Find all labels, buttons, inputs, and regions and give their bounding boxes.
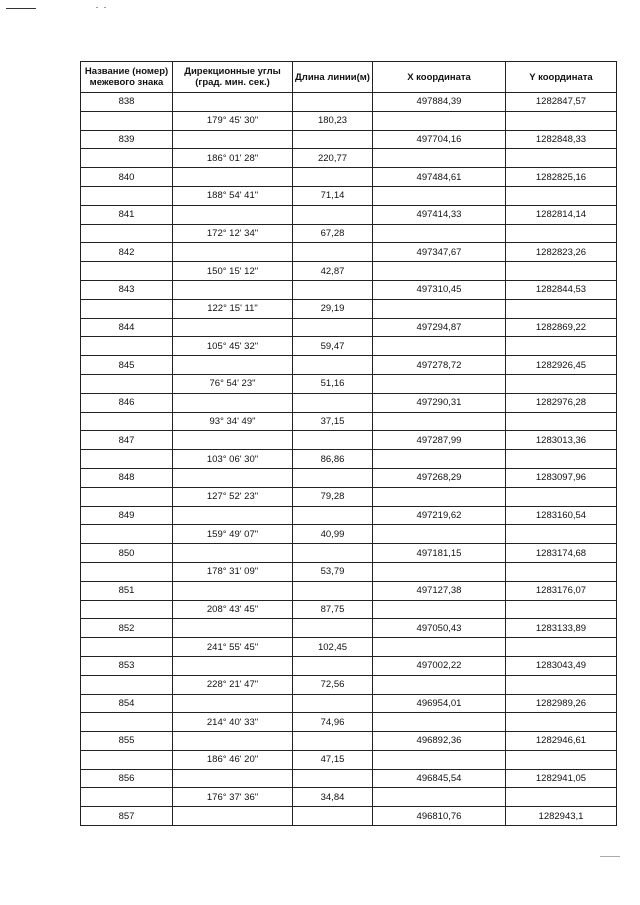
x-coordinate: 497484,61 bbox=[373, 168, 506, 187]
line-length: 47,15 bbox=[293, 750, 373, 769]
y-coordinate: 1283174,68 bbox=[506, 544, 617, 563]
line-length: 42,87 bbox=[293, 262, 373, 281]
table-row bbox=[81, 468, 617, 487]
scan-mark bbox=[6, 8, 36, 9]
x-coordinate: 496845,54 bbox=[373, 769, 506, 788]
table-row bbox=[81, 262, 617, 281]
header-name: Название (номер) межевого знака bbox=[81, 62, 173, 93]
empty-cell bbox=[81, 262, 173, 281]
header-angle: Дирекционные углы (град. мин. сек.) bbox=[173, 62, 293, 93]
x-coordinate: 497287,99 bbox=[373, 431, 506, 450]
line-length: 67,28 bbox=[293, 224, 373, 243]
empty-cell bbox=[173, 581, 293, 600]
x-coordinate: 497310,45 bbox=[373, 280, 506, 299]
table-row bbox=[81, 356, 617, 375]
y-coordinate: 1282941,05 bbox=[506, 769, 617, 788]
point-name: 848 bbox=[81, 468, 173, 487]
empty-cell bbox=[81, 111, 173, 130]
empty-cell bbox=[173, 656, 293, 675]
direction-angle: 127° 52' 23" bbox=[173, 487, 293, 506]
empty-cell bbox=[173, 280, 293, 299]
empty-cell bbox=[373, 337, 506, 356]
table-row bbox=[81, 694, 617, 713]
empty-cell bbox=[506, 299, 617, 318]
x-coordinate: 497181,15 bbox=[373, 544, 506, 563]
empty-cell bbox=[173, 694, 293, 713]
empty-cell bbox=[373, 450, 506, 469]
direction-angle: 241° 55' 45" bbox=[173, 638, 293, 657]
empty-cell bbox=[293, 807, 373, 826]
empty-cell bbox=[81, 675, 173, 694]
empty-cell bbox=[373, 525, 506, 544]
empty-cell bbox=[373, 638, 506, 657]
table-row bbox=[81, 374, 617, 393]
line-length: 74,96 bbox=[293, 713, 373, 732]
empty-cell bbox=[173, 205, 293, 224]
table-row bbox=[81, 581, 617, 600]
empty-cell bbox=[173, 130, 293, 149]
direction-angle: 150° 15' 12" bbox=[173, 262, 293, 281]
empty-cell bbox=[173, 431, 293, 450]
empty-cell bbox=[506, 186, 617, 205]
empty-cell bbox=[81, 788, 173, 807]
direction-angle: 176° 37' 36" bbox=[173, 788, 293, 807]
empty-cell bbox=[293, 581, 373, 600]
direction-angle: 179° 45' 30" bbox=[173, 111, 293, 130]
empty-cell bbox=[293, 93, 373, 112]
table-row bbox=[81, 224, 617, 243]
header-y: Y координата bbox=[506, 62, 617, 93]
y-coordinate: 1283013,36 bbox=[506, 431, 617, 450]
empty-cell bbox=[373, 149, 506, 168]
table-row bbox=[81, 205, 617, 224]
direction-angle: 186° 01' 28" bbox=[173, 149, 293, 168]
y-coordinate: 1282976,28 bbox=[506, 393, 617, 412]
empty-cell bbox=[506, 224, 617, 243]
empty-cell bbox=[373, 713, 506, 732]
line-length: 29,19 bbox=[293, 299, 373, 318]
empty-cell bbox=[506, 111, 617, 130]
empty-cell bbox=[506, 638, 617, 657]
line-length: 180,23 bbox=[293, 111, 373, 130]
point-name: 851 bbox=[81, 581, 173, 600]
empty-cell bbox=[293, 356, 373, 375]
table-row bbox=[81, 750, 617, 769]
x-coordinate: 496954,01 bbox=[373, 694, 506, 713]
empty-cell bbox=[293, 468, 373, 487]
table-header bbox=[81, 62, 617, 93]
line-length: 51,16 bbox=[293, 374, 373, 393]
x-coordinate: 497884,39 bbox=[373, 93, 506, 112]
table-row bbox=[81, 525, 617, 544]
empty-cell bbox=[506, 788, 617, 807]
empty-cell bbox=[81, 412, 173, 431]
empty-cell bbox=[373, 412, 506, 431]
empty-cell bbox=[506, 412, 617, 431]
y-coordinate: 1283133,89 bbox=[506, 619, 617, 638]
empty-cell bbox=[293, 130, 373, 149]
empty-cell bbox=[173, 318, 293, 337]
line-length: 220,77 bbox=[293, 149, 373, 168]
table-row bbox=[81, 431, 617, 450]
point-name: 842 bbox=[81, 243, 173, 262]
table-row bbox=[81, 562, 617, 581]
x-coordinate: 497268,29 bbox=[373, 468, 506, 487]
x-coordinate: 497347,67 bbox=[373, 243, 506, 262]
point-name: 845 bbox=[81, 356, 173, 375]
empty-cell bbox=[293, 168, 373, 187]
empty-cell bbox=[81, 337, 173, 356]
y-coordinate: 1282989,26 bbox=[506, 694, 617, 713]
point-name: 838 bbox=[81, 93, 173, 112]
header-x: X координата bbox=[373, 62, 506, 93]
empty-cell bbox=[173, 468, 293, 487]
x-coordinate: 497002,22 bbox=[373, 656, 506, 675]
empty-cell bbox=[373, 562, 506, 581]
empty-cell bbox=[173, 732, 293, 751]
table-row bbox=[81, 544, 617, 563]
point-name: 853 bbox=[81, 656, 173, 675]
empty-cell bbox=[173, 93, 293, 112]
line-length: 87,75 bbox=[293, 600, 373, 619]
empty-cell bbox=[293, 619, 373, 638]
direction-angle: 208° 43' 45" bbox=[173, 600, 293, 619]
direction-angle: 122° 15' 11" bbox=[173, 299, 293, 318]
point-name: 850 bbox=[81, 544, 173, 563]
line-length: 102,45 bbox=[293, 638, 373, 657]
empty-cell bbox=[81, 713, 173, 732]
x-coordinate: 497414,33 bbox=[373, 205, 506, 224]
line-length: 34,84 bbox=[293, 788, 373, 807]
table-row bbox=[81, 111, 617, 130]
empty-cell bbox=[293, 280, 373, 299]
y-coordinate: 1283043,49 bbox=[506, 656, 617, 675]
scan-dot bbox=[96, 7, 98, 8]
x-coordinate: 497219,62 bbox=[373, 506, 506, 525]
point-name: 844 bbox=[81, 318, 173, 337]
empty-cell bbox=[173, 619, 293, 638]
y-coordinate: 1282943,1 bbox=[506, 807, 617, 826]
scan-dot bbox=[104, 7, 106, 8]
x-coordinate: 497294,87 bbox=[373, 318, 506, 337]
direction-angle: 103° 06' 30" bbox=[173, 450, 293, 469]
table-row bbox=[81, 93, 617, 112]
table-row bbox=[81, 506, 617, 525]
x-coordinate: 496810,76 bbox=[373, 807, 506, 826]
point-name: 840 bbox=[81, 168, 173, 187]
empty-cell bbox=[173, 506, 293, 525]
table-row bbox=[81, 487, 617, 506]
point-name: 856 bbox=[81, 769, 173, 788]
table-row bbox=[81, 299, 617, 318]
empty-cell bbox=[373, 788, 506, 807]
y-coordinate: 1282946,61 bbox=[506, 732, 617, 751]
empty-cell bbox=[81, 224, 173, 243]
empty-cell bbox=[293, 656, 373, 675]
empty-cell bbox=[173, 243, 293, 262]
empty-cell bbox=[373, 224, 506, 243]
empty-cell bbox=[373, 186, 506, 205]
direction-angle: 76° 54' 23" bbox=[173, 374, 293, 393]
line-length: 86,86 bbox=[293, 450, 373, 469]
point-name: 847 bbox=[81, 431, 173, 450]
table-row bbox=[81, 393, 617, 412]
direction-angle: 159° 49' 07" bbox=[173, 525, 293, 544]
empty-cell bbox=[173, 544, 293, 563]
table-row bbox=[81, 807, 617, 826]
point-name: 857 bbox=[81, 807, 173, 826]
table-row bbox=[81, 412, 617, 431]
empty-cell bbox=[293, 243, 373, 262]
empty-cell bbox=[81, 525, 173, 544]
direction-angle: 186° 46' 20" bbox=[173, 750, 293, 769]
empty-cell bbox=[506, 562, 617, 581]
table-row bbox=[81, 732, 617, 751]
table-body bbox=[81, 93, 617, 826]
empty-cell bbox=[293, 732, 373, 751]
empty-cell bbox=[373, 675, 506, 694]
empty-cell bbox=[293, 506, 373, 525]
y-coordinate: 1282825,16 bbox=[506, 168, 617, 187]
point-name: 852 bbox=[81, 619, 173, 638]
empty-cell bbox=[81, 638, 173, 657]
empty-cell bbox=[81, 450, 173, 469]
line-length: 72,56 bbox=[293, 675, 373, 694]
y-coordinate: 1282926,45 bbox=[506, 356, 617, 375]
point-name: 846 bbox=[81, 393, 173, 412]
empty-cell bbox=[373, 487, 506, 506]
empty-cell bbox=[373, 262, 506, 281]
y-coordinate: 1283097,96 bbox=[506, 468, 617, 487]
direction-angle: 93° 34' 49" bbox=[173, 412, 293, 431]
direction-angle: 105° 45' 32" bbox=[173, 337, 293, 356]
empty-cell bbox=[81, 186, 173, 205]
y-coordinate: 1282847,57 bbox=[506, 93, 617, 112]
empty-cell bbox=[81, 750, 173, 769]
table-row bbox=[81, 130, 617, 149]
empty-cell bbox=[81, 600, 173, 619]
table-row bbox=[81, 656, 617, 675]
empty-cell bbox=[293, 393, 373, 412]
boundary-coordinates-table bbox=[80, 61, 617, 826]
empty-cell bbox=[506, 487, 617, 506]
table-row bbox=[81, 280, 617, 299]
point-name: 839 bbox=[81, 130, 173, 149]
point-name: 841 bbox=[81, 205, 173, 224]
line-length: 37,15 bbox=[293, 412, 373, 431]
empty-cell bbox=[506, 713, 617, 732]
table-row bbox=[81, 318, 617, 337]
empty-cell bbox=[293, 769, 373, 788]
empty-cell bbox=[506, 149, 617, 168]
table-row bbox=[81, 600, 617, 619]
empty-cell bbox=[81, 149, 173, 168]
line-length: 53,79 bbox=[293, 562, 373, 581]
empty-cell bbox=[81, 487, 173, 506]
empty-cell bbox=[173, 807, 293, 826]
line-length: 71,14 bbox=[293, 186, 373, 205]
empty-cell bbox=[81, 299, 173, 318]
direction-angle: 228° 21' 47" bbox=[173, 675, 293, 694]
table-row bbox=[81, 186, 617, 205]
empty-cell bbox=[373, 111, 506, 130]
empty-cell bbox=[373, 374, 506, 393]
table-row bbox=[81, 769, 617, 788]
point-name: 854 bbox=[81, 694, 173, 713]
y-coordinate: 1282869,22 bbox=[506, 318, 617, 337]
empty-cell bbox=[506, 600, 617, 619]
empty-cell bbox=[81, 374, 173, 393]
empty-cell bbox=[293, 544, 373, 563]
empty-cell bbox=[293, 318, 373, 337]
line-length: 59,47 bbox=[293, 337, 373, 356]
y-coordinate: 1282844,53 bbox=[506, 280, 617, 299]
point-name: 855 bbox=[81, 732, 173, 751]
y-coordinate: 1282823,26 bbox=[506, 243, 617, 262]
header-length: Длина линии(м) bbox=[293, 62, 373, 93]
y-coordinate: 1283160,54 bbox=[506, 506, 617, 525]
empty-cell bbox=[173, 393, 293, 412]
y-coordinate: 1283176,07 bbox=[506, 581, 617, 600]
line-length: 79,28 bbox=[293, 487, 373, 506]
empty-cell bbox=[506, 675, 617, 694]
empty-cell bbox=[81, 562, 173, 581]
direction-angle: 188° 54' 41" bbox=[173, 186, 293, 205]
table-row bbox=[81, 788, 617, 807]
empty-cell bbox=[293, 694, 373, 713]
scan-mark bbox=[600, 856, 620, 857]
empty-cell bbox=[506, 750, 617, 769]
table-row bbox=[81, 713, 617, 732]
x-coordinate: 496892,36 bbox=[373, 732, 506, 751]
empty-cell bbox=[506, 337, 617, 356]
empty-cell bbox=[506, 262, 617, 281]
table-row bbox=[81, 675, 617, 694]
table-row bbox=[81, 450, 617, 469]
empty-cell bbox=[373, 750, 506, 769]
table-row bbox=[81, 337, 617, 356]
line-length: 40,99 bbox=[293, 525, 373, 544]
empty-cell bbox=[173, 168, 293, 187]
x-coordinate: 497278,72 bbox=[373, 356, 506, 375]
empty-cell bbox=[506, 525, 617, 544]
x-coordinate: 497704,16 bbox=[373, 130, 506, 149]
point-name: 849 bbox=[81, 506, 173, 525]
y-coordinate: 1282848,33 bbox=[506, 130, 617, 149]
direction-angle: 172° 12' 34" bbox=[173, 224, 293, 243]
empty-cell bbox=[293, 205, 373, 224]
table-row bbox=[81, 168, 617, 187]
empty-cell bbox=[293, 431, 373, 450]
empty-cell bbox=[373, 600, 506, 619]
empty-cell bbox=[173, 769, 293, 788]
table-row bbox=[81, 638, 617, 657]
x-coordinate: 497127,38 bbox=[373, 581, 506, 600]
table-row bbox=[81, 243, 617, 262]
table-row bbox=[81, 149, 617, 168]
x-coordinate: 497050,43 bbox=[373, 619, 506, 638]
empty-cell bbox=[373, 299, 506, 318]
x-coordinate: 497290,31 bbox=[373, 393, 506, 412]
empty-cell bbox=[173, 356, 293, 375]
empty-cell bbox=[506, 374, 617, 393]
point-name: 843 bbox=[81, 280, 173, 299]
direction-angle: 178° 31' 09" bbox=[173, 562, 293, 581]
table-row bbox=[81, 619, 617, 638]
direction-angle: 214° 40' 33" bbox=[173, 713, 293, 732]
y-coordinate: 1282814,14 bbox=[506, 205, 617, 224]
empty-cell bbox=[506, 450, 617, 469]
